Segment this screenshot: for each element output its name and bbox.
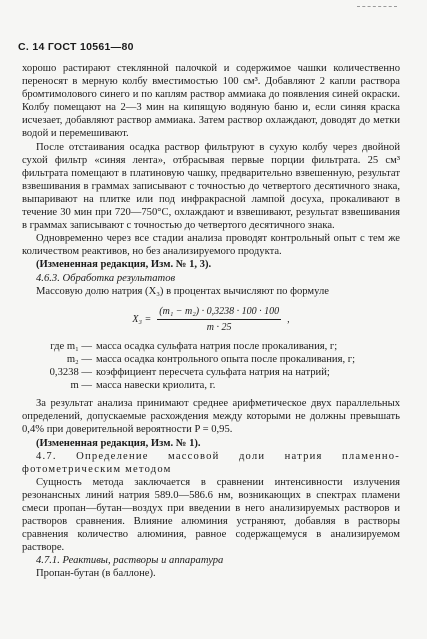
section-4-7: 4.7. Определение массовой доли натрия пламенно-фотометрическим методом xyxy=(22,450,400,475)
definition-symbol: m₂ — xyxy=(66,353,92,365)
scan-mark xyxy=(357,6,397,9)
definition-text: коэффициент пересчета сульфата натрия на натрий; xyxy=(96,367,330,379)
definition-row xyxy=(22,366,400,379)
definition-text: масса осадка контрольного опыта после прокаливания, г; xyxy=(96,353,356,365)
document-body xyxy=(22,62,400,581)
formula-trailing: , xyxy=(287,313,290,325)
paragraph-formula-intro: Массовую долю натрия (X₃) в процентах вычисляют по формуле xyxy=(36,285,329,297)
section-4-6-3: 4.6.3. Обработка результатов xyxy=(36,272,176,284)
paragraph-method-essence: Сущность метода заключается в сравнении интенсивности излучения резонансных линий натрия 589.0—586.6 нм, возникающих в спектрах пламени смеси пропан—бутан—воздух при введении в него анализируемых растворов и растворов сравнения. Влияние алюминия устраняют, добавляя в растворы сравнения количество алюминия, равное содержащемуся в анализируемом растворе. xyxy=(22,476,400,554)
definitions-list xyxy=(22,340,400,392)
section-4-7-1: 4.7.1. Реактивы, растворы и аппаратура xyxy=(36,555,224,567)
paragraph-continuation: хорошо растирают стеклянной палочкой и содержимое чашки количественно переносят в мерную колбу вместимостью 100 см³. Добавляют 2 капли раствора бромтимолового синего и по каплям раствор аммиака до появления синей окраски. Колбу помещают на 2—3 мин на кипящую водяную баню и, если синяя краска исчезает, добавляют раствор аммиака. Затем раствор охлаждают, доводят до метки водой и перемешивают. xyxy=(22,63,400,140)
formula-fraction xyxy=(157,305,281,334)
formula-lhs: X₃ = xyxy=(132,313,152,325)
definition-row xyxy=(22,379,400,392)
formula-numerator: (m₁ − m₂) · 0,3238 · 100 · 100 xyxy=(157,305,281,320)
revision-note-2: (Измененная редакция, Изм. № 1). xyxy=(36,437,201,449)
definition-row xyxy=(22,340,400,353)
revision-note-1: (Измененная редакция, Изм. № 1, 3). xyxy=(36,259,212,271)
definition-symbol: m — xyxy=(70,380,92,392)
page-header: С. 14 ГОСТ 10561—80 xyxy=(18,41,134,53)
definition-row xyxy=(22,353,400,366)
definition-symbol: где m₁ — xyxy=(50,340,92,352)
formula xyxy=(22,305,400,334)
paragraph-filtration: После отстаивания осадка раствор фильтруют в сухую колбу через двойной сухой фильтр «синяя лента», отбрасывая первые порции фильтрата. 25 см³ фильтрата помещают в платиновую чашку, предварительно взвешенную, результат взвешивания в граммах записывают с точностью до четвертого десятичного знака, выпаривают на плитке или под инфракрасной лампой досуха, прокаливают в течение 30 мин при 720—750°С, охлаждают и взвешивают, результат взвешивания в граммах записывают с точностью до четвертого десятичного знака. xyxy=(22,141,400,232)
paragraph-propane-butane: Пропан-бутан (в баллоне). xyxy=(36,568,156,580)
paragraph-result: За результат анализа принимают среднее арифметическое двух параллельных определений, допускаемые расхождения между которыми не должны превышать 0,4% при доверительной вероятности P = 0,95. xyxy=(22,398,400,436)
definition-text: масса осадка сульфата натрия после прокаливания, г; xyxy=(96,340,338,352)
formula-denominator: m · 25 xyxy=(206,321,232,333)
definition-symbol: 0,3238 — xyxy=(49,367,92,379)
definition-text: масса навески криолита, г. xyxy=(96,380,216,392)
paragraph-control-test: Одновременно через все стадии анализа проводят контрольный опыт с тем же количеством реактивов, но без анализируемого продукта. xyxy=(22,233,400,258)
